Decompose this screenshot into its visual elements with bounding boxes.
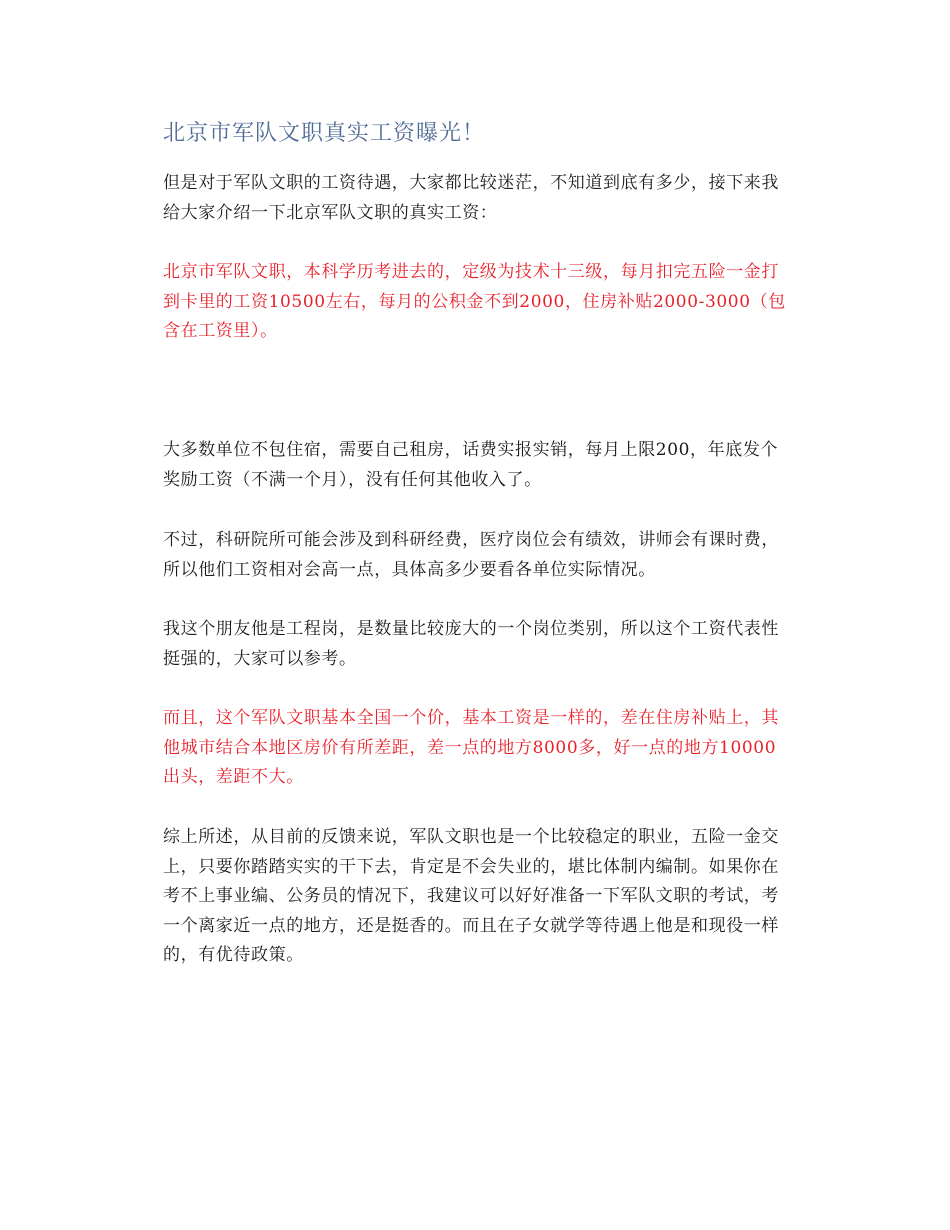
page-title: 北京市军队文职真实工资曝光！	[163, 121, 486, 146]
paragraph-salary-highlight: 北京市军队文职，本科学历考进去的，定级为技术十三级，每月扣完五险一金打到卡里的工资10500左右，每月的公积金不到2000，住房补贴2000-3000（包含在工资里）。	[163, 262, 786, 341]
paragraph-intro: 但是对于军队文职的工资待遇，大家都比较迷茫，不知道到底有多少，接下来我给大家介绍一下北京军队文职的真实工资：	[163, 173, 779, 223]
paragraph-housing: 大多数单位不包住宿，需要自己租房，话费实报实销，每月上限200，年底发个奖励工资（不满一个月），没有任何其他收入了。	[163, 440, 779, 490]
paragraph-engineering-post: 我这个朋友他是工程岗，是数量比较庞大的一个岗位类别，所以这个工资代表性挺强的，大家可以参考。	[163, 619, 779, 669]
paragraph-research-bonus: 不过，科研院所可能会涉及到科研经费，医疗岗位会有绩效，讲师会有课时费，所以他们工资相对会高一点，具体高多少要看各单位实际情况。	[163, 530, 779, 580]
paragraph-nationwide-highlight: 而且，这个军队文职基本全国一个价，基本工资是一样的，差在住房补贴上，其他城市结合本地区房价有所差距，差一点的地方8000多，好一点的地方10000出头，差距不大。	[163, 708, 779, 787]
paragraph-conclusion: 综上所述，从目前的反馈来说，军队文职也是一个比较稳定的职业，五险一金交上，只要你踏踏实实的干下去，肯定是不会失业的，堪比体制内编制。如果你在考不上事业编、公务员的情况下，我建议可以好好准备一下军队文职的考试，考一个离家近一点的地方，还是挺香的。而且在子女就学等待遇上他是和现役一样的，有优待政策。	[163, 827, 779, 965]
